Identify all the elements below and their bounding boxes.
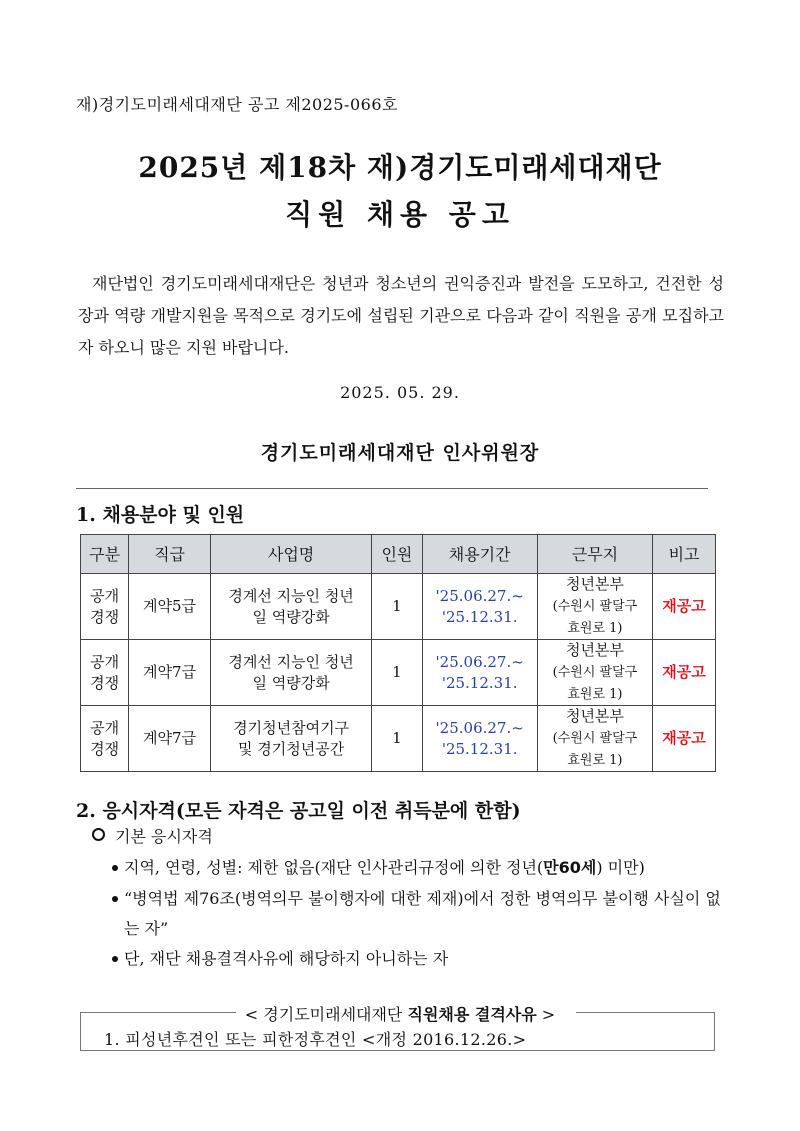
column-header: 구분 (81, 535, 129, 574)
cell-grade: 계약7급 (129, 706, 211, 772)
cell-type: 공개 경쟁 (81, 706, 129, 772)
cell-project: 경계선 지능인 청년 일 역량강화 (210, 574, 371, 640)
retirement-age: 만60세 (543, 858, 597, 877)
column-header: 사업명 (210, 535, 371, 574)
section-1-title: 1. 채용분야 및 인원 (76, 504, 245, 526)
bullet-dot-icon (112, 896, 118, 902)
column-header: 채용기간 (422, 535, 537, 574)
cell-count: 1 (372, 574, 422, 640)
recruitment-table (80, 534, 716, 772)
cell-period: '25.06.27.~ '25.12.31. (422, 574, 537, 640)
column-header: 근무지 (537, 535, 652, 574)
qualification-bullet-3: 단, 재단 채용결격사유에 해당하지 아니하는 자 (112, 944, 732, 974)
hollow-circle-icon (92, 828, 105, 841)
issuer-name: 경기도미래세대재단 인사위원장 (260, 442, 540, 464)
basic-qualification-heading (92, 824, 213, 847)
cell-note: 재공고 (653, 706, 716, 772)
bullet-dot-icon (112, 865, 118, 871)
announcement-date: 2025. 05. 29. (340, 383, 460, 402)
cell-type: 공개 경쟁 (81, 574, 129, 640)
intro-paragraph: 재단법인 경기도미래세대재단은 청년과 청소년의 권익증진과 발전을 도모하고, 건전한 성장과 역량 개발지원을 목적으로 경기도에 설립된 기관으로 다음과 같이 직원을 공개 모집하고자 하오니 많은 지원 바랍니다. (78, 274, 724, 357)
section-2-title: 2. 응시자격(모든 자격은 공고일 이전 취득분에 한함) (76, 800, 521, 822)
disqualification-item-1: 1. 피성년후견인 또는 피한정후견인 <개정 2016.12.26.> (104, 1030, 527, 1049)
page-title-line-2: 직원 채용 공고 (285, 198, 515, 231)
document-number: 재)경기도미래세대재단 공고 제2025-066호 (76, 95, 398, 114)
cell-location: 청년본부 (수원시 팔달구 효원로 1) (537, 640, 652, 706)
cell-type: 공개 경쟁 (81, 640, 129, 706)
cell-grade: 계약7급 (129, 640, 211, 706)
page-title-line-1: 2025년 제18차 재)경기도미래세대재단 (138, 151, 662, 184)
table-row (81, 706, 716, 772)
cell-count: 1 (372, 640, 422, 706)
column-header: 비고 (653, 535, 716, 574)
table-row (81, 640, 716, 706)
cell-project: 경계선 지능인 청년 일 역량강화 (210, 640, 371, 706)
cell-count: 1 (372, 706, 422, 772)
cell-grade: 계약5급 (129, 574, 211, 640)
qualification-bullet-2: “병역법 제76조(병역의무 불이행자에 대한 제재)에서 정한 병역의무 불이행 사실이 없는 자” (112, 884, 732, 944)
divider (76, 488, 708, 489)
column-header: 인원 (372, 535, 422, 574)
cell-period: '25.06.27.~ '25.12.31. (422, 706, 537, 772)
cell-project: 경기청년참여기구 및 경기청년공간 (210, 706, 371, 772)
cell-period: '25.06.27.~ '25.12.31. (422, 640, 537, 706)
bullet-dot-icon (112, 956, 118, 962)
disqualification-box-title: < 경기도미래세대재단 직원채용 결격사유 > (244, 1005, 556, 1024)
cell-location: 청년본부 (수원시 팔달구 효원로 1) (537, 706, 652, 772)
table-header-row (81, 535, 716, 574)
basic-qualification-label: 기본 응시자격 (115, 827, 213, 846)
column-header: 직급 (129, 535, 211, 574)
cell-note: 재공고 (653, 574, 716, 640)
cell-location: 청년본부 (수원시 팔달구 효원로 1) (537, 574, 652, 640)
table-row (81, 574, 716, 640)
cell-note: 재공고 (653, 640, 716, 706)
qualification-bullet-1: 지역, 연령, 성별: 제한 없음(재단 인사관리규정에 의한 정년(만60세) 미만) (112, 853, 732, 883)
